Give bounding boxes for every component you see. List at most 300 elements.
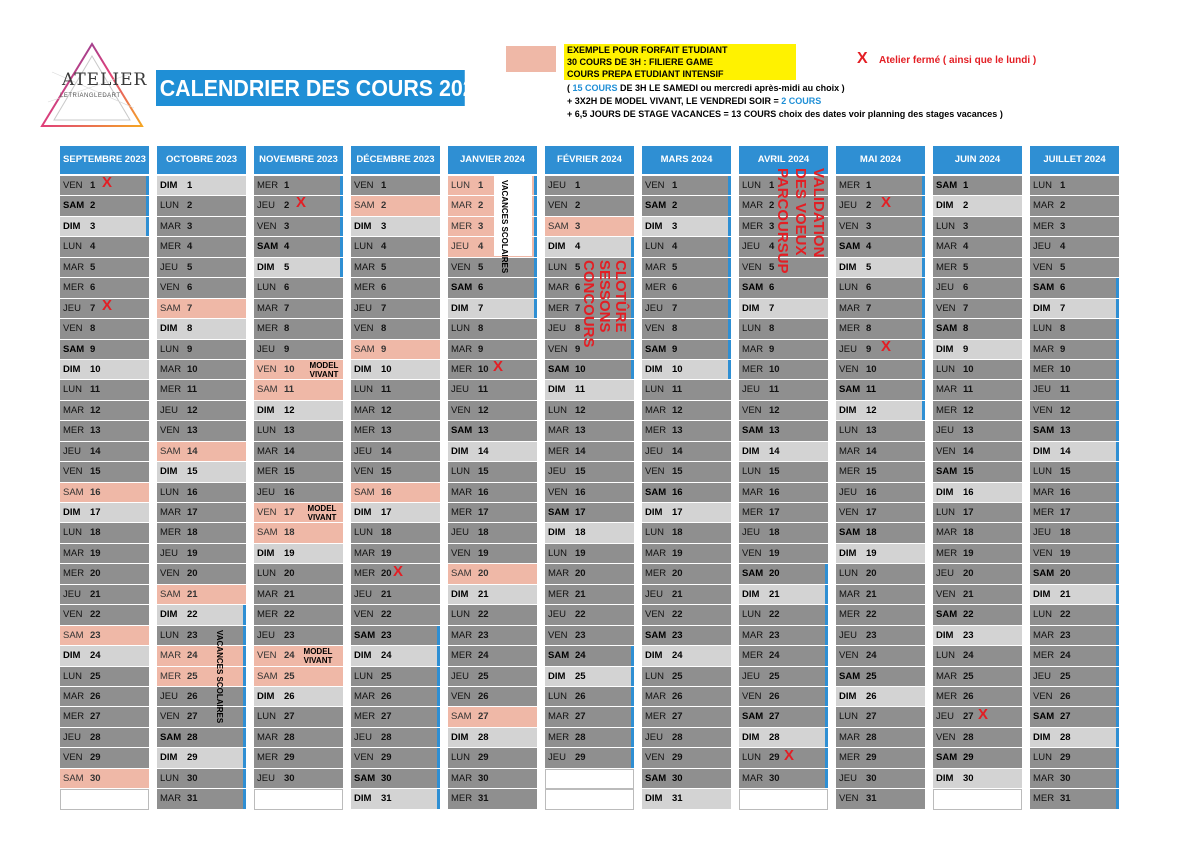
weekday-label: MER [645,711,667,723]
day-number: 9 [866,343,872,355]
day-number: 24 [672,650,683,662]
weekday-label: JEU [257,200,275,212]
weekday-label: SAM [742,711,764,723]
month-header: JUILLET 2024 [1030,146,1119,174]
day-cell [1030,442,1119,462]
day-number: 3 [187,220,193,232]
weekday-label: MAR [548,282,570,294]
day-number: 28 [90,731,101,743]
weekday-label: MAR [645,404,667,416]
day-cell [836,442,925,462]
weekday-label: VEN [1033,404,1053,416]
weekday-label: LUN [63,527,83,539]
day-cell [642,421,731,441]
day-cell [254,626,343,646]
day-number: 20 [478,568,489,580]
day-cell [1030,667,1119,687]
day-number: 11 [478,384,489,396]
day-number: 5 [963,261,969,273]
day-number: 1 [187,180,193,191]
day-cell [933,421,1022,441]
weekday-label: JEU [839,343,857,355]
logo-name: ATELIER [62,70,148,90]
day-number: 4 [963,241,969,253]
day-number: 19 [381,547,392,559]
month-header: SEPTEMBRE 2023 [60,146,149,174]
day-cell [642,176,731,196]
day-number: 5 [575,261,581,273]
day-cell [836,462,925,482]
weekday-label: MER [742,650,764,662]
weekday-label: VEN [839,793,859,805]
day-cell [1030,196,1119,216]
day-cell [60,626,149,646]
day-cell [254,421,343,441]
weekday-label: JEU [63,588,81,600]
day-cell [739,687,828,707]
weekday-label: JEU [548,609,566,621]
weekday-label: MER [257,323,279,335]
day-cell [545,626,634,646]
day-number: 10 [1060,363,1071,375]
weekday-label: SAM [645,200,667,212]
model-vivant-note: MODEL VIVANT [309,361,339,380]
weekday-label: SAM [63,343,85,355]
day-cell [157,442,246,462]
day-cell [642,217,731,237]
day-cell [1030,217,1119,237]
day-cell [157,503,246,523]
weekday-label: SAM [645,772,667,784]
period-bar [146,196,149,215]
day-cell [157,340,246,360]
day-number: 30 [284,772,295,784]
weekday-label: VEN [63,180,83,191]
page-title: CALENDRIER DES COURS 2023/2024 [156,70,465,106]
period-bar [437,667,440,686]
day-cell [60,421,149,441]
weekday-label: VEN [742,547,762,559]
weekday-label: VEN [936,302,956,314]
vacances-scolaires-label: VACANCES SCOLAIRES [215,629,224,724]
day-cell [157,769,246,789]
weekday-label: DIM [63,363,81,375]
weekday-label: SAM [63,486,84,498]
day-number: 23 [963,629,974,641]
day-cell [642,380,731,400]
day-number: 10 [672,363,683,375]
day-cell [157,299,246,319]
day-number: 31 [478,793,489,805]
day-cell [254,544,343,564]
day-cell [1030,728,1119,748]
day-cell [739,523,828,543]
day-cell [254,442,343,462]
weekday-label: JEU [742,527,760,539]
day-cell [1030,380,1119,400]
day-cell [739,462,828,482]
weekday-label: MAR [451,486,473,498]
weekday-label: SAM [839,527,861,539]
weekday-label: MER [451,650,473,662]
day-number: 11 [866,384,877,396]
day-cell [254,687,343,707]
weekday-label: MER [839,180,861,191]
day-number: 27 [284,711,295,723]
weekday-label: LUN [645,670,665,682]
weekday-label: SAM [1033,711,1055,723]
day-cell [1030,687,1119,707]
day-cell [351,360,440,380]
weekday-label: SAM [742,282,764,294]
day-number: 16 [381,486,392,498]
day-cell [739,483,828,503]
day-cell [351,319,440,339]
day-cell [448,299,537,319]
weekday-label: LUN [936,650,956,662]
day-cell [836,626,925,646]
day-cell [60,340,149,360]
month-header: AVRIL 2024 [739,146,828,174]
legend-detail2 [567,96,821,106]
day-number: 26 [90,690,101,702]
weekday-label: MAR [257,588,279,600]
day-cell [1030,564,1119,584]
day-cell [351,278,440,298]
day-number: 7 [866,302,872,314]
period-bar [340,176,343,195]
period-bar [631,299,634,318]
day-cell [1030,237,1119,257]
period-bar [1116,585,1119,604]
period-bar [1116,564,1119,583]
day-cell [60,442,149,462]
day-cell [157,319,246,339]
day-cell [1030,483,1119,503]
period-bar [825,707,828,726]
weekday-label: LUN [451,609,471,621]
day-number: 4 [672,241,678,253]
day-cell [351,707,440,727]
weekday-label: MAR [936,384,958,396]
weekday-label: MER [257,180,279,191]
day-cell [351,667,440,687]
weekday-label: JEU [742,241,760,253]
day-cell [545,605,634,625]
weekday-label: MAR [451,629,473,641]
period-bar [340,217,343,236]
period-bar [340,237,343,256]
period-bar [631,748,634,767]
weekday-label: MER [160,384,182,396]
period-bar [1116,728,1119,747]
day-number: 28 [672,731,683,743]
day-cell [60,769,149,789]
weekday-label: SAM [63,629,84,641]
period-bar [825,687,828,706]
day-cell [933,258,1022,278]
weekday-label: MAR [1033,486,1055,498]
weekday-label: LUN [936,220,956,232]
day-number: 26 [478,690,489,702]
period-bar [243,687,246,706]
day-number: 9 [769,343,775,355]
weekday-label: DIM [257,404,275,416]
day-cell [448,340,537,360]
period-bar [922,217,925,236]
day-number: 10 [381,363,392,375]
day-number: 10 [90,363,101,375]
day-cell [836,176,925,196]
day-number: 9 [478,343,484,355]
day-number: 2 [575,200,581,212]
weekday-label: DIM [160,609,178,621]
day-cell [351,176,440,196]
concours-label: CONCOURS [580,259,597,348]
weekday-label: MAR [257,731,279,743]
day-cell [642,605,731,625]
day-cell [836,360,925,380]
day-cell [254,707,343,727]
day-number: 13 [963,425,974,437]
weekday-label: SAM [354,629,376,641]
day-cell [157,462,246,482]
weekday-label: MAR [354,261,376,273]
period-bar [1116,707,1119,726]
weekday-label: DIM [257,690,275,702]
weekday-label: VEN [742,261,762,273]
day-number: 24 [963,650,974,662]
day-cell [254,340,343,360]
weekday-label: VEN [548,343,568,355]
day-number: 20 [866,568,877,580]
weekday-label: LUN [1033,752,1053,764]
day-number: 7 [963,302,969,314]
day-cell [836,319,925,339]
day-number: 29 [381,752,392,764]
day-number: 31 [672,793,683,805]
day-cell [351,401,440,421]
day-number: 21 [478,588,489,600]
day-cell [60,667,149,687]
month-header: OCTOBRE 2023 [157,146,246,174]
weekday-label: LUN [354,384,374,396]
weekday-label: DIM [742,731,760,743]
day-number: 6 [284,282,290,294]
day-number: 5 [478,261,484,273]
day-cell [157,217,246,237]
day-number: 13 [769,425,780,437]
weekday-label: LUN [354,241,374,253]
weekday-label: JEU [1033,384,1051,396]
day-cell [933,503,1022,523]
day-number: 4 [575,241,581,253]
weekday-label: DIM [63,650,81,662]
day-number: 26 [187,690,198,702]
day-number: 17 [575,507,586,518]
day-number: 18 [381,527,392,539]
day-cell [448,769,537,789]
weekday-label: JEU [645,445,663,457]
day-number: 28 [866,731,877,743]
day-number: 25 [963,670,974,682]
day-number: 20 [769,568,780,580]
period-bar [825,564,828,583]
weekday-label: LUN [839,711,859,723]
day-cell [933,299,1022,319]
day-number: 12 [672,404,683,416]
day-number: 1 [672,180,678,191]
period-bar [922,319,925,338]
day-number: 1 [381,180,387,191]
day-cell [642,564,731,584]
day-number: 7 [1060,302,1066,314]
weekday-label: SAM [548,507,570,518]
day-number: 25 [90,670,101,682]
period-bar [1116,299,1119,318]
day-cell [642,728,731,748]
day-number: 16 [575,486,586,498]
weekday-label: MAR [1033,629,1055,641]
day-number: 10 [575,363,586,375]
day-cell [836,667,925,687]
day-number: 30 [187,772,198,784]
weekday-label: VEN [645,466,665,478]
day-number: 10 [866,363,877,375]
day-number: 30 [478,772,489,784]
day-cell [933,380,1022,400]
weekday-label: JEU [839,486,857,498]
day-number: 4 [187,241,193,253]
weekday-label: SAM [354,200,375,212]
weekday-label: VEN [354,609,374,621]
day-number: 29 [284,752,295,764]
day-number: 13 [672,425,683,437]
weekday-label: MER [645,425,667,437]
weekday-label: SAM [451,568,472,580]
day-number: 9 [381,343,387,355]
day-number: 12 [381,404,392,416]
weekday-label: DIM [936,629,954,641]
day-cell [836,769,925,789]
day-cell [836,278,925,298]
weekday-label: SAM [63,200,85,212]
weekday-label: VEN [354,466,374,478]
day-number: 24 [478,650,489,662]
day-number: 14 [187,445,198,457]
day-number: 23 [672,629,683,641]
day-cell [351,728,440,748]
day-number: 8 [672,323,678,335]
weekday-label: DIM [160,752,178,764]
day-cell [254,380,343,400]
weekday-label: VEN [1033,690,1053,702]
weekday-label: VEN [160,568,180,580]
day-cell [351,585,440,605]
weekday-label: DIM [839,261,857,273]
day-number: 6 [575,282,581,294]
weekday-label: MER [354,568,376,580]
weekday-label: MAR [160,793,182,805]
weekday-label: MAR [63,690,85,702]
weekday-label: VEN [451,547,471,559]
day-cell [448,483,537,503]
weekday-label: SAM [936,609,958,621]
weekday-label: MER [839,466,861,478]
weekday-label: LUN [354,527,374,539]
period-bar [534,258,537,277]
day-cell [448,503,537,523]
weekday-label: MAR [354,404,376,416]
day-cell [448,442,537,462]
day-cell [157,258,246,278]
day-cell [836,237,925,257]
day-number: 11 [1060,384,1071,396]
weekday-label: VEN [160,711,180,723]
day-number: 13 [381,425,392,437]
legend-detail1 [567,83,845,93]
weekday-label: MER [354,282,376,294]
empty-day-cell [545,789,634,809]
day-cell [254,585,343,605]
weekday-label: MAR [257,445,279,457]
day-cell [642,667,731,687]
day-cell [157,421,246,441]
weekday-label: DIM [742,302,760,314]
weekday-label: SAM [839,670,861,682]
day-number: 10 [284,363,295,375]
day-number: 3 [963,220,969,232]
weekday-label: MER [451,363,473,375]
day-number: 1 [478,180,484,191]
weekday-label: LUN [1033,323,1053,335]
day-cell [60,237,149,257]
weekday-label: JEU [645,302,663,314]
day-number: 20 [381,568,392,580]
day-cell [545,707,634,727]
day-number: 23 [381,629,392,641]
weekday-label: LUN [548,547,568,559]
day-number: 2 [769,200,775,212]
period-bar [922,176,925,195]
period-bar [1116,789,1119,808]
weekday-label: DIM [354,650,372,662]
weekday-label: MER [1033,363,1055,375]
weekday-label: DIM [451,588,469,600]
day-cell [545,462,634,482]
day-cell [1030,707,1119,727]
day-number: 4 [90,241,96,253]
day-number: 1 [866,180,872,191]
day-number: 7 [284,302,290,314]
weekday-label: MER [63,282,85,294]
day-cell [448,258,537,278]
weekday-label: DIM [1033,302,1051,314]
day-cell [836,789,925,809]
day-number: 25 [478,670,489,682]
day-number: 27 [672,711,683,723]
weekday-label: DIM [936,772,954,784]
period-bar [728,258,731,277]
day-number: 29 [1060,752,1071,764]
day-number: 18 [478,527,489,539]
day-number: 31 [866,793,877,805]
period-bar [243,626,246,645]
day-number: 2 [672,200,678,212]
day-number: 5 [672,261,678,273]
day-number: 10 [478,363,489,375]
closed-x-icon: X [393,562,404,580]
